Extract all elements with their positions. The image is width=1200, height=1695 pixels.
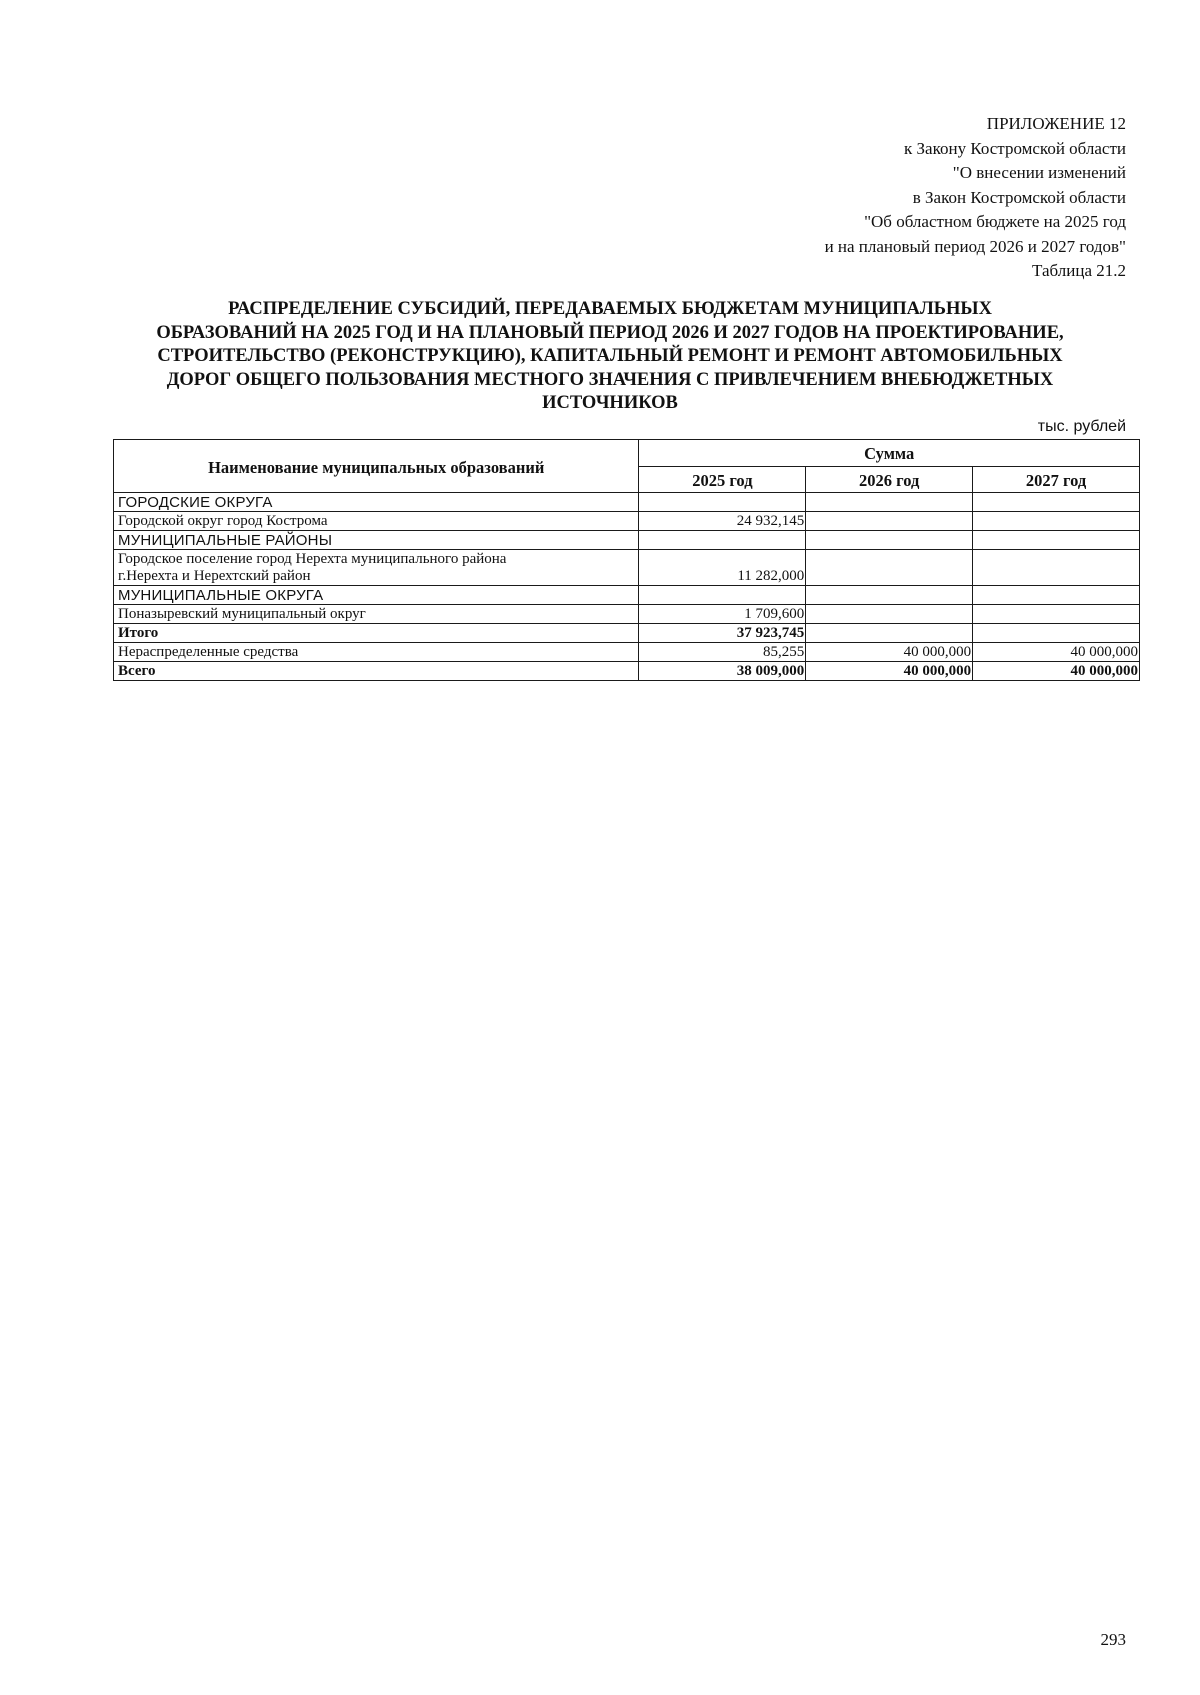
appendix-line: в Закон Костромской области: [912, 187, 1126, 207]
cell-2026: [806, 550, 973, 586]
row-name-line: Нераспределенные средства: [118, 644, 299, 660]
cell-2027: [973, 624, 1140, 643]
cell-2026: [806, 531, 973, 550]
table-row: [114, 531, 1140, 550]
row-name-line: Всего: [118, 663, 156, 679]
table-header-row: [114, 440, 1140, 467]
cell-2026: [806, 605, 973, 624]
cell-2026: [806, 624, 973, 643]
header-year-2025: 2025 год: [639, 466, 806, 493]
title-line: РАСПРЕДЕЛЕНИЕ СУБСИДИЙ, ПЕРЕДАВАЕМЫХ БЮДЖЕТАМ МУНИЦИПАЛЬНЫХ: [228, 299, 992, 319]
table-row: [114, 550, 1140, 586]
cell-2027: [973, 586, 1140, 605]
row-name: [114, 512, 639, 531]
cell-2025: 11 282,000: [639, 550, 806, 586]
table-row: [114, 624, 1140, 643]
row-name-line: Городской округ город Кострома: [118, 513, 328, 529]
cell-2025: 37 923,745: [639, 624, 806, 643]
table-row: [114, 605, 1140, 624]
row-name: [114, 605, 639, 624]
title-line: ОБРАЗОВАНИЙ НА 2025 ГОД И НА ПЛАНОВЫЙ ПЕРИОД 2026 И 2027 ГОДОВ НА ПРОЕКТИРОВАНИЕ,: [156, 322, 1064, 343]
subsidy-table: [113, 439, 1140, 681]
row-name-line: Поназыревский муниципальный округ: [118, 606, 366, 622]
row-name: [114, 662, 639, 681]
cell-2025: [639, 493, 806, 512]
appendix-line: "О внесении изменений: [952, 163, 1126, 182]
appendix-line: "Об областном бюджете на 2025 год: [864, 212, 1126, 231]
row-name-line: Итого: [118, 625, 159, 641]
title-line: ДОРОГ ОБЩЕГО ПОЛЬЗОВАНИЯ МЕСТНОГО ЗНАЧЕНИЯ С ПРИВЛЕЧЕНИЕМ ВНЕБЮДЖЕТНЫХ: [166, 369, 1054, 390]
row-name-line: МУНИЦИПАЛЬНЫЕ ОКРУГА: [118, 587, 324, 604]
page-number: 293: [1100, 1630, 1126, 1649]
table-row: [114, 493, 1140, 512]
cell-2025: [639, 586, 806, 605]
row-name-line: Городское поселение город Нерехта муниципального района: [118, 551, 507, 567]
table-row: [114, 662, 1140, 681]
table-body: [114, 493, 1140, 681]
table-row: [114, 512, 1140, 531]
appendix-line: ПРИЛОЖЕНИЕ 12: [986, 114, 1126, 133]
cell-2027: [973, 512, 1140, 531]
table-row: [114, 643, 1140, 662]
cell-2027: [973, 493, 1140, 512]
appendix-line: Таблица 21.2: [1032, 261, 1126, 280]
table-row: [114, 586, 1140, 605]
row-name: [114, 624, 639, 643]
header-year-2026: 2026 год: [806, 466, 973, 493]
row-name: [114, 531, 639, 550]
cell-2027: [973, 550, 1140, 586]
appendix-heading: [825, 112, 1126, 284]
cell-2027: 40 000,000: [973, 662, 1140, 681]
appendix-line: и на плановый период 2026 и 2027 годов": [824, 236, 1126, 256]
row-name-line: ГОРОДСКИЕ ОКРУГА: [118, 494, 273, 511]
cell-2026: [806, 586, 973, 605]
row-name: [114, 493, 639, 512]
row-name-line: г.Нерехта и Нерехтский район: [118, 568, 311, 584]
title-line: ИСТОЧНИКОВ: [542, 393, 678, 413]
cell-2025: [639, 531, 806, 550]
units-label: тыс. рублей: [1037, 418, 1126, 435]
cell-2026: [806, 493, 973, 512]
cell-2025: 1 709,600: [639, 605, 806, 624]
cell-2027: 40 000,000: [973, 643, 1140, 662]
row-name: [114, 586, 639, 605]
cell-2025: 38 009,000: [639, 662, 806, 681]
cell-2026: 40 000,000: [806, 643, 973, 662]
header-sum: Сумма: [639, 440, 1140, 467]
cell-2027: [973, 605, 1140, 624]
document-title: [110, 298, 1110, 416]
title-line: СТРОИТЕЛЬСТВО (РЕКОНСТРУКЦИЮ), КАПИТАЛЬНЫЙ РЕМОНТ И РЕМОНТ АВТОМОБИЛЬНЫХ: [157, 346, 1063, 366]
cell-2026: 40 000,000: [806, 662, 973, 681]
row-name-line: МУНИЦИПАЛЬНЫЕ РАЙОНЫ: [118, 532, 333, 549]
cell-2025: 85,255: [639, 643, 806, 662]
header-year-2027: 2027 год: [973, 466, 1140, 493]
appendix-line: к Закону Костромской области: [904, 138, 1126, 158]
cell-2026: [806, 512, 973, 531]
cell-2027: [973, 531, 1140, 550]
header-name: Наименование муниципальных образований: [114, 440, 639, 493]
row-name: [114, 550, 639, 586]
row-name: [114, 643, 639, 662]
cell-2025: 24 932,145: [639, 512, 806, 531]
